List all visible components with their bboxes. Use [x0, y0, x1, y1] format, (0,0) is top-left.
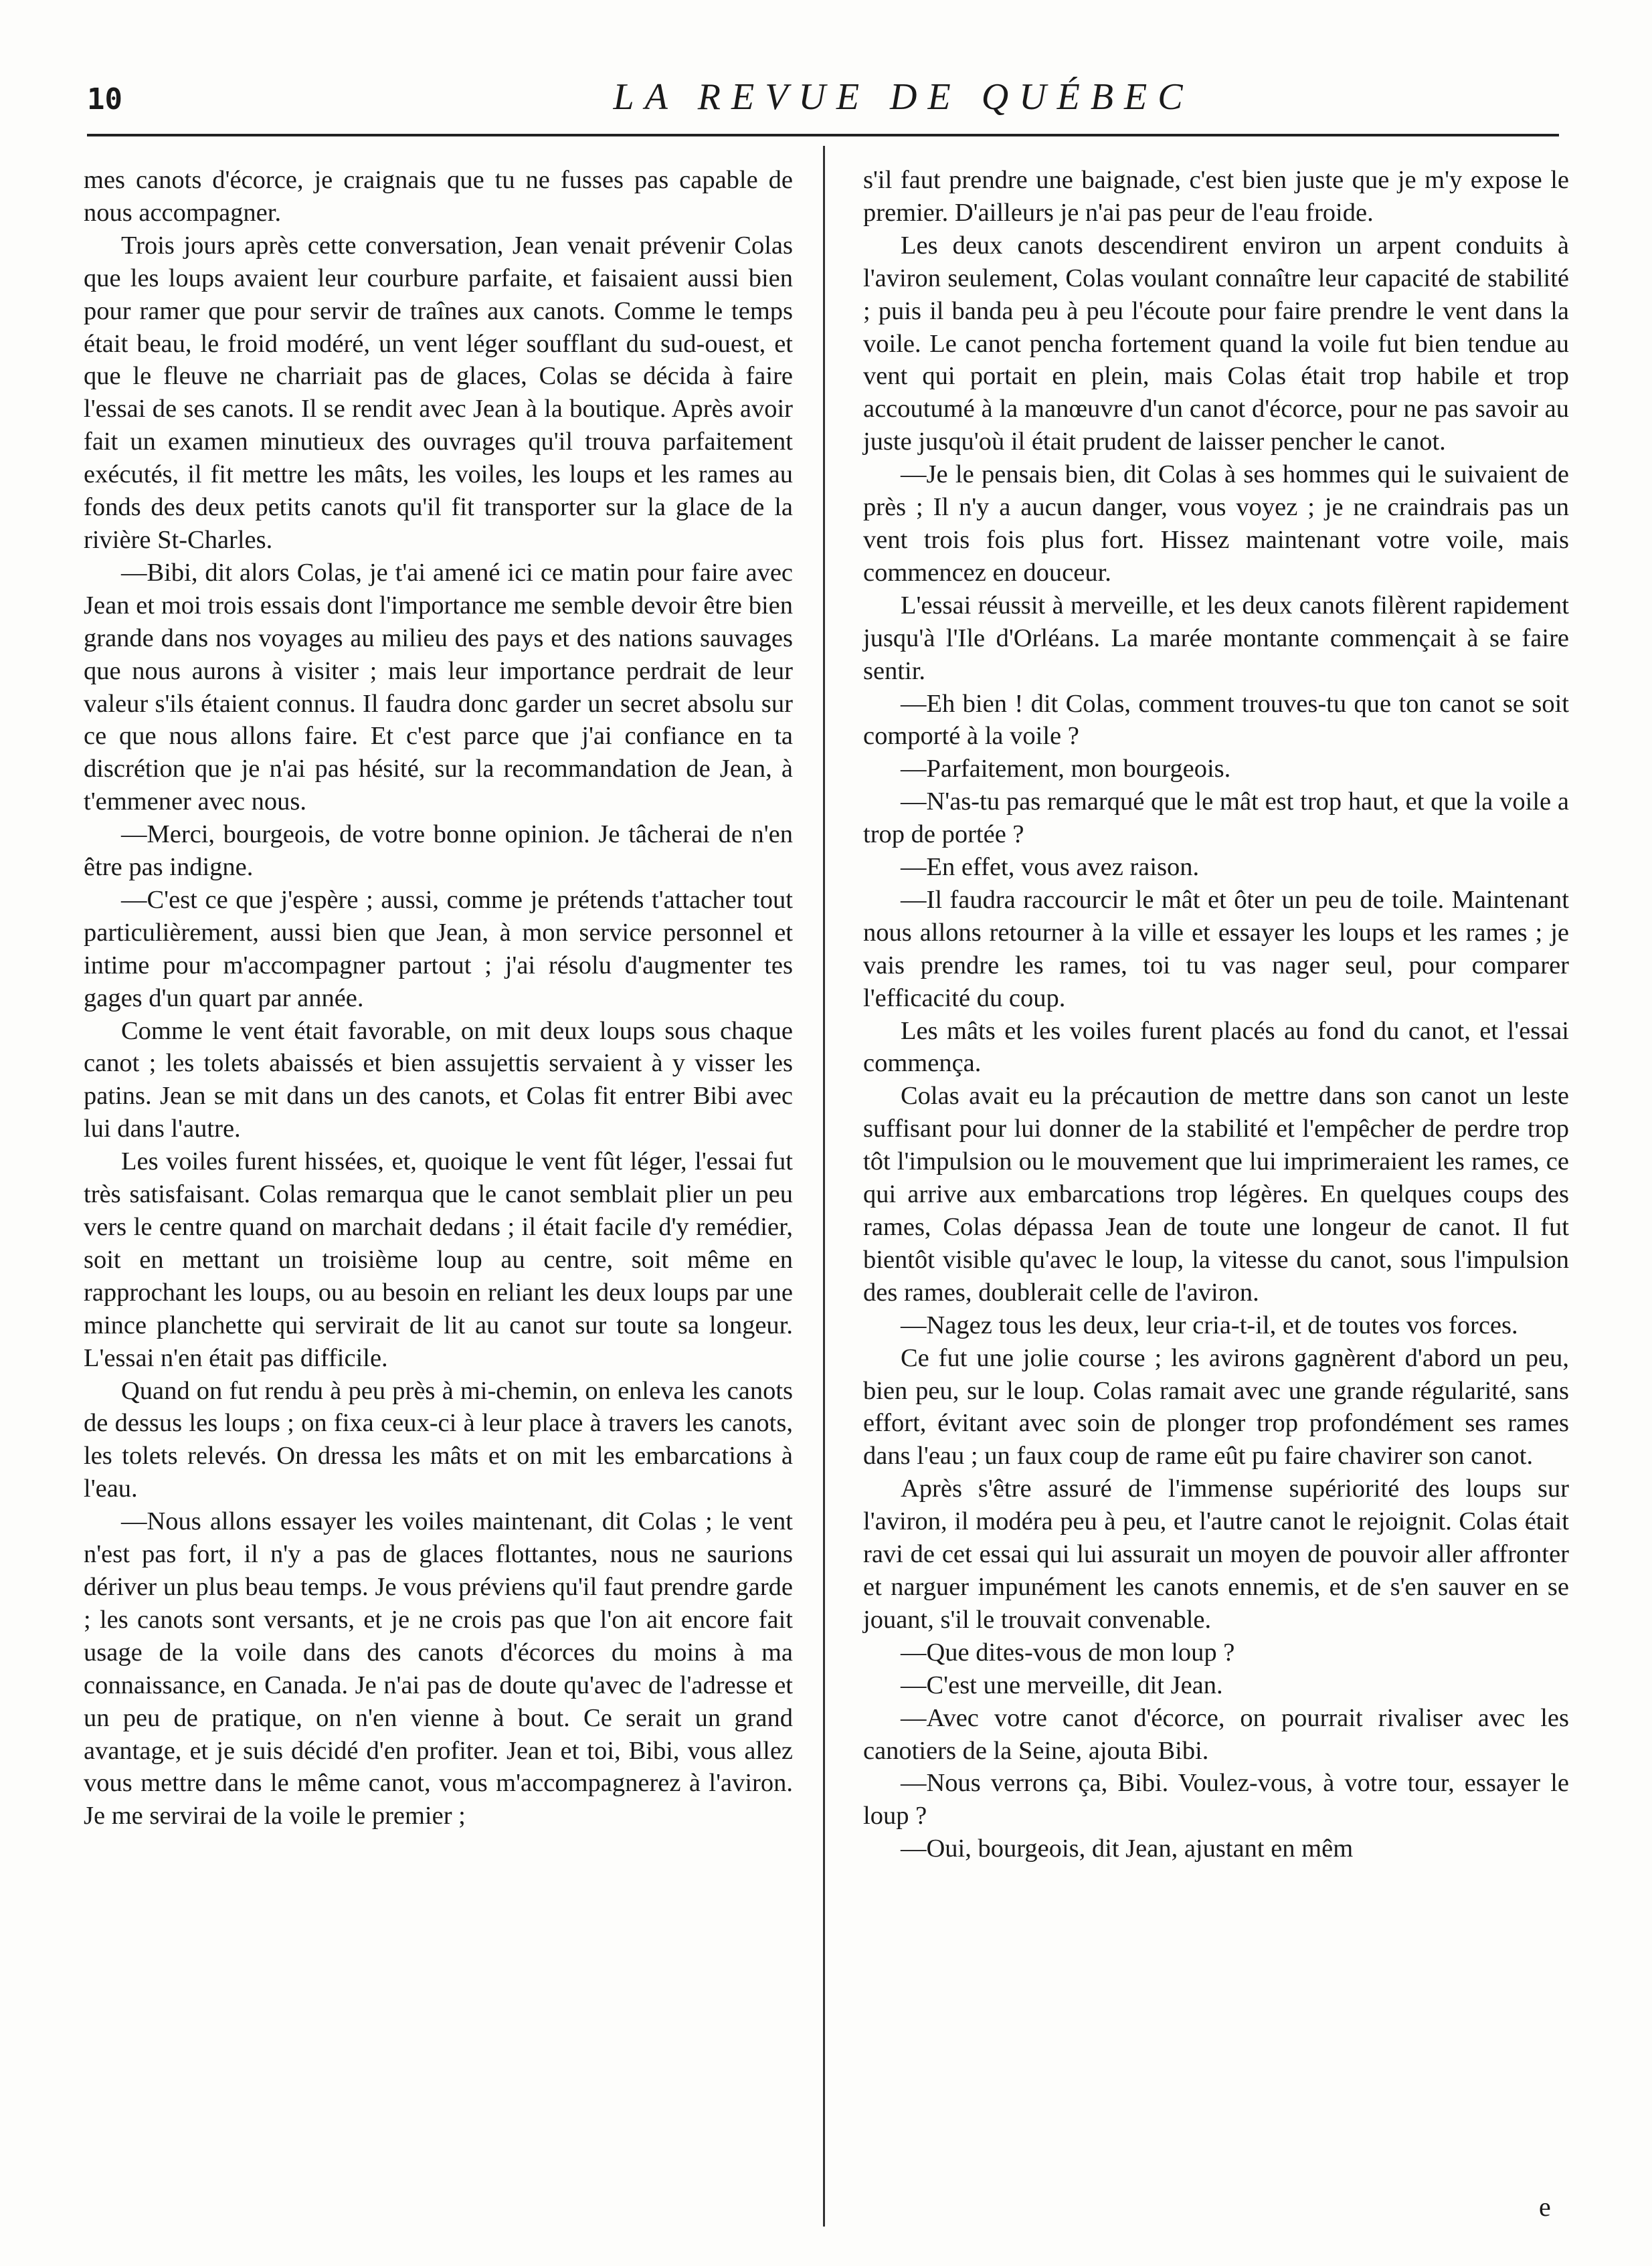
paragraph: mes canots d'écorce, je craignais que tu ne fusses pas capable de nous accompagner.	[84, 166, 793, 227]
paragraph: Ce fut une jolie course ; les avirons gagnèrent d'abord un peu, bien peu, sur le loup. Colas ramait avec une grande régularité, sans effort, évitant avec soin de plonger trop profondément ses rames dans l'eau ; un faux coup de rame eût pu faire chavirer son canot.	[863, 1343, 1569, 1471]
paragraph: Trois jours après cette conversation, Jean venait prévenir Colas que les loups avaient leur courbure parfaite, et faisaient aussi bien pour ramer que pour servir de traînes aux canots. Comme le temps était beau, le froid modéré, un vent léger soufflant du sud-ouest, et que le fleuve ne charriait pas de glaces, Colas se décida à faire l'essai de ses canots. Il se rendit avec Jean à la boutique. Après avoir fait un examen minutieux des ouvrages qu'il trouva parfaitement exécutés, il fit mettre les mâts, les voiles, les loups et les rames au fonds des deux petits canots qu'il fit transporter sur la glace de la rivière St-Charles.	[84, 231, 793, 554]
left-column	[84, 164, 793, 1832]
paragraph: —Parfaitement, mon bourgeois.	[901, 755, 1231, 783]
paragraph: —Oui, bourgeois, dit Jean, ajustant en mêm	[901, 1834, 1354, 1863]
paragraph: Après s'être assuré de l'immense supériorité des loups sur l'aviron, il modéra peu à peu, et l'autre canot le rejoignit. Colas était ravi de cet essai qui lui assurait un moyen de pouvoir aller affronter et narguer impunément les canots ennemis, et de s'en sauver en se jouant, s'il le trouvait convenable.	[863, 1475, 1569, 1634]
paragraph: Les voiles furent hissées, et, quoique le vent fût léger, l'essai fut très satisfaisant. Colas remarqua que le canot semblait plier un peu vers le centre quand on marchait dedans ; il était facile d'y remédier, soit en mettant un troisième loup au centre, soit même en rapprochant les loups, ou au besoin en reliant les deux loups par une mince planchette qui servirait de lit au canot sur toute sa longeur. L'essai n'en était pas difficile.	[84, 1147, 793, 1372]
paragraph: Les mâts et les voiles furent placés au fond du canot, et l'essai commença.	[863, 1016, 1569, 1078]
running-title: LA REVUE DE QUÉBEC	[613, 76, 1194, 118]
paragraph: L'essai réussit à merveille, et les deux canots filèrent rapidement jusqu'à l'Ile d'Orléans. La marée montante commençait à se faire sentir.	[863, 591, 1569, 685]
page-header	[87, 64, 1559, 117]
paragraph: —Que dites-vous de mon loup ?	[901, 1638, 1235, 1667]
header-rule	[87, 134, 1559, 136]
paragraph: —Bibi, dit alors Colas, je t'ai amené ici ce matin pour faire avec Jean et moi trois essais dont l'importance me semble devoir être bien grande dans nos voyages au milieu des pays et des nations sauvages que nous aurons à visiter ; mais leur importance perdrait de leur valeur s'ils étaient connus. Il faudra donc garder un secret absolu sur ce que nous allons faire. Et c'est parce que j'ai confiance en ta discrétion que je n'ai pas hésité, sur la recommandation de Jean, à t'emmener avec nous.	[84, 558, 793, 816]
paragraph: —Eh bien ! dit Colas, comment trouves-tu que ton canot se soit comporté à la voile ?	[863, 689, 1569, 751]
paragraph: —Nous verrons ça, Bibi. Voulez-vous, à votre tour, essayer le loup ?	[863, 1769, 1569, 1830]
paragraph: Colas avait eu la précaution de mettre dans son canot un leste suffisant pour lui donner de la stabilité et l'empêcher de perdre trop tôt l'impulsion ou le mouvement que lui imprimeraient les rames, ce qui arrive aux embarcations trop légères. En quelques coups des rames, Colas dépassa Jean de toute une longeur de canot. Il fut bientôt visible qu'avec le loup, la vitesse du canot, sous l'impulsion des rames, doublerait celle de l'aviron.	[863, 1082, 1569, 1307]
paragraph: —Merci, bourgeois, de votre bonne opinion. Je tâcherai de n'en être pas indigne.	[84, 820, 793, 882]
paragraph: Les deux canots descendirent environ un arpent conduits à l'aviron seulement, Colas voulant connaître leur capacité de stabilité ; puis il banda peu à peu l'écoute pour faire prendre le vent dans la voile. Le canot pencha fortement quand la voile fut bien tendue au vent qui portait en plein, mais Colas était trop habile et trop accoutumé à la manœuvre d'un canot d'écorce, pour ne pas savoir au juste jusqu'où il était prudent de laisser pencher le canot.	[863, 231, 1569, 456]
paragraph: —En effet, vous avez raison.	[901, 853, 1200, 882]
catchword: e	[1539, 2192, 1551, 2222]
page-number: 10	[87, 82, 122, 116]
paragraph: —C'est ce que j'espère ; aussi, comme je prétends t'attacher tout particulièrement, aussi bien que Jean, à mon service personnel et intime pour m'accompagner partout ; j'ai résolu d'augmenter tes gages d'un quart par année.	[84, 885, 793, 1012]
paragraph: Quand on fut rendu à peu près à mi-chemin, on enleva les canots de dessus les loups ; on fixa ceux-ci à leur place à travers les canots, les tolets relevés. On dressa les mâts et on mit les embarcations à l'eau.	[84, 1376, 793, 1503]
paragraph: Comme le vent était favorable, on mit deux loups sous chaque canot ; les tolets abaissés et bien assujettis servaient à y visser les patins. Jean se mit dans un des canots, et Colas fit entrer Bibi avec lui dans l'autre.	[84, 1016, 793, 1143]
paragraph: —Il faudra raccourcir le mât et ôter un peu de toile. Maintenant nous allons retourner à la ville et essayer les loups et les rames ; je vais prendre les rames, toi tu vas nager seul, pour comparer l'efficacité du coup.	[863, 885, 1569, 1012]
column-divider	[823, 146, 825, 2227]
right-column	[863, 164, 1569, 1865]
paragraph: —Je le pensais bien, dit Colas à ses hommes qui le suivaient de près ; Il n'y a aucun danger, vous voyez ; je ne craindrais pas un vent trois fois plus fort. Hissez maintenant votre voile, mais commencez en douceur.	[863, 460, 1569, 587]
paragraph: —Nagez tous les deux, leur cria-t-il, et de toutes vos forces.	[901, 1311, 1518, 1339]
paragraph: —N'as-tu pas remarqué que le mât est trop haut, et que la voile a trop de portée ?	[863, 787, 1569, 849]
paragraph: —C'est une merveille, dit Jean.	[901, 1671, 1223, 1699]
paragraph: —Avec votre canot d'écorce, on pourrait rivaliser avec les canotiers de la Seine, ajouta Bibi.	[863, 1703, 1569, 1765]
paragraph: s'il faut prendre une baignade, c'est bien juste que je m'y expose le premier. D'ailleurs je n'ai pas peur de l'eau froide.	[863, 166, 1569, 227]
paragraph: —Nous allons essayer les voiles maintenant, dit Colas ; le vent n'est pas fort, il n'y a pas de glaces flottantes, nous ne saurions dériver un plus beau temps. Je vous préviens qu'il faut prendre garde ; les canots sont versants, et je ne crois pas que l'on ait encore fait usage de la voile dans des canots d'écorces du moins à ma connaissance, en Canada. Je n'ai pas de doute qu'avec de l'adresse et un peu de pratique, on n'en vienne à bout. Ce serait un grand avantage, et je suis décidé d'en profiter. Jean et toi, Bibi, vous allez vous mettre dans le même canot, vous m'accompagnerez à l'aviron. Je me servirai de la voile le premier ;	[84, 1507, 793, 1830]
